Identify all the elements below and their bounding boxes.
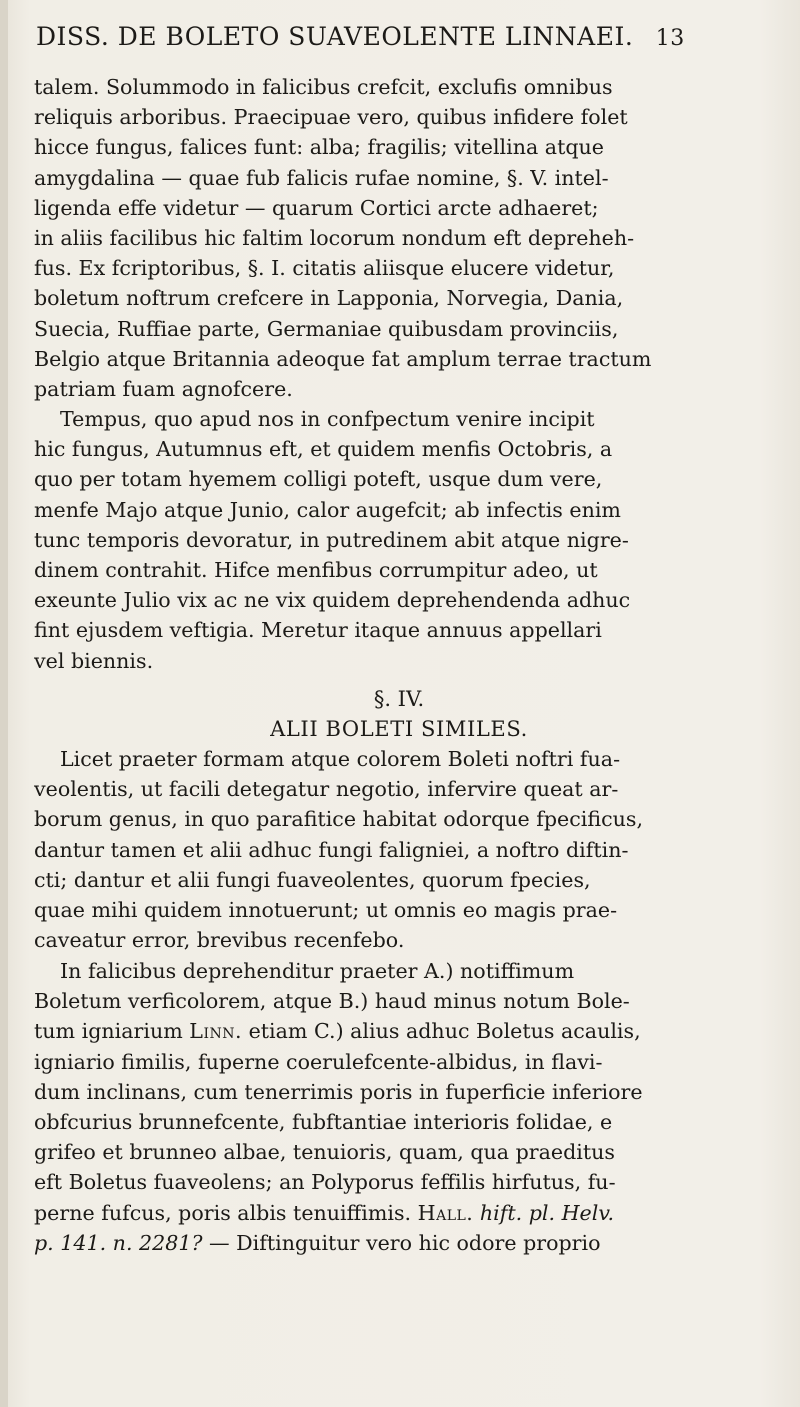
author-haller: Hall. [417, 1200, 474, 1225]
page-left-edge [0, 0, 8, 1407]
line-text: perne fufcus, poris albis tenuiffimis. [34, 1200, 412, 1225]
text-line: reliquis arboribus. Praecipuae vero, quibus infidere folet [34, 105, 628, 130]
line-text: — Diftinguitur vero hic odore proprio [209, 1230, 601, 1255]
text-line-linnaeus [34, 1016, 764, 1046]
text-line: quo per totam hyemem colligi poteft, usque dum vere, [34, 467, 603, 492]
text-line: Belgio atque Britannia adeoque fat amplum terrae tractum [34, 346, 652, 371]
text-line: hicce fungus, falices funt: alba; fragilis; vitellina atque [34, 135, 604, 160]
text-line: talem. Solummodo in falicibus crefcit, exclufis omnibus [34, 75, 613, 99]
paragraph-1 [34, 72, 764, 404]
text-line: cti; dantur et alii fungi fuaveolentes, quorum fpecies, [34, 867, 591, 892]
text-line: grifeo et brunneo albae, tenuioris, quam, qua praeditus [34, 1140, 615, 1165]
text-line: fint ejusdem veftigia. Meretur itaque annuus appellari [34, 618, 602, 643]
text-line: boletum noftrum crefcere in Lapponia, Norvegia, Dania, [34, 286, 624, 311]
text-line: tunc temporis devoratur, in putredinem abit atque nigre- [34, 527, 629, 552]
text-line: caveatur error, brevibus recenfebo. [34, 928, 405, 953]
text-line: fus. Ex fcriptoribus, §. I. citatis aliisque elucere videtur, [34, 256, 615, 281]
text-line: borum genus, in quo parafitice habitat odorque fpecificus, [34, 807, 644, 832]
line-text: etiam C.) alius adhuc Boletus acaulis, [242, 1019, 641, 1044]
text-line: patriam fuam agnofcere. [34, 376, 293, 401]
text-line: Licet praeter formam atque colorem Boleti noftri fua- [60, 747, 621, 771]
running-header [36, 22, 776, 56]
text-line: Boletum verficolorem, atque B.) haud minus notum Bole- [34, 989, 630, 1014]
text-line: veolentis, ut facili detegatur negotio, infervire queat ar- [34, 777, 619, 802]
section-number: §. IV. [373, 687, 425, 711]
line-text: tum igniarium [34, 1019, 183, 1044]
text-line-last [34, 1228, 764, 1258]
author-linnaeus: Linn. [189, 1019, 243, 1044]
section-title: ALII BOLETI SIMILES. [270, 717, 528, 742]
text-line: Tempus, quo apud nos in confpectum venire incipit [60, 407, 595, 431]
running-title: DISS. DE BOLETO SUAVEOLENTE LINNAEI. [36, 22, 634, 51]
text-line: dum inclinans, cum tenerrimis poris in fuperficie inferiore [34, 1079, 643, 1104]
section-heading [34, 684, 764, 744]
text-line: menfe Majo atque Junio, calor augefcit; ab infectis enim [34, 497, 621, 522]
text-line: ligenda effe videtur — quarum Cortici arcte adhaeret; [34, 195, 599, 220]
text-line: in aliis facilibus hic faltim locorum nondum eft depreheh- [34, 225, 635, 250]
text-line-haller [34, 1198, 764, 1228]
text-line: eft Boletus fuaveolens; an Polyporus feffilis hirfutus, fu- [34, 1170, 616, 1195]
text-line: dantur tamen et alii adhuc fungi faligniei, a noftro diftin- [34, 837, 629, 862]
text-line: obfcurius brunnefcente, fubftantiae interioris folidae, e [34, 1109, 613, 1134]
text-line: igniario fimilis, fuperne coerulefcente-albidus, in flavi- [34, 1049, 603, 1074]
text-line: In falicibus deprehenditur praeter A.) notiffimum [60, 959, 575, 983]
page-number: 13 [655, 26, 685, 51]
page-reference: p. 141. n. 2281? [34, 1230, 203, 1255]
text-line: Suecia, Ruffiae parte, Germaniae quibusdam provinciis, [34, 316, 619, 341]
text-line: hic fungus, Autumnus eft, et quidem menfis Octobris, a [34, 437, 613, 462]
text-line: dinem contrahit. Hifce menfibus corrumpitur adeo, ut [34, 557, 598, 582]
haller-reference: hift. pl. Helv. [473, 1200, 615, 1225]
paragraph-2 [34, 404, 764, 676]
text-line: quae mihi quidem innotuerunt; ut omnis eo magis prae- [34, 897, 618, 922]
paragraph-3 [34, 744, 764, 955]
text-line: vel biennis. [34, 648, 154, 673]
text-line: exeunte Julio vix ac ne vix quidem deprehendenda adhuc [34, 588, 631, 613]
paragraph-4 [34, 956, 764, 1258]
text-line: amygdalina — quae fub falicis rufae nomine, §. V. intel- [34, 165, 609, 190]
